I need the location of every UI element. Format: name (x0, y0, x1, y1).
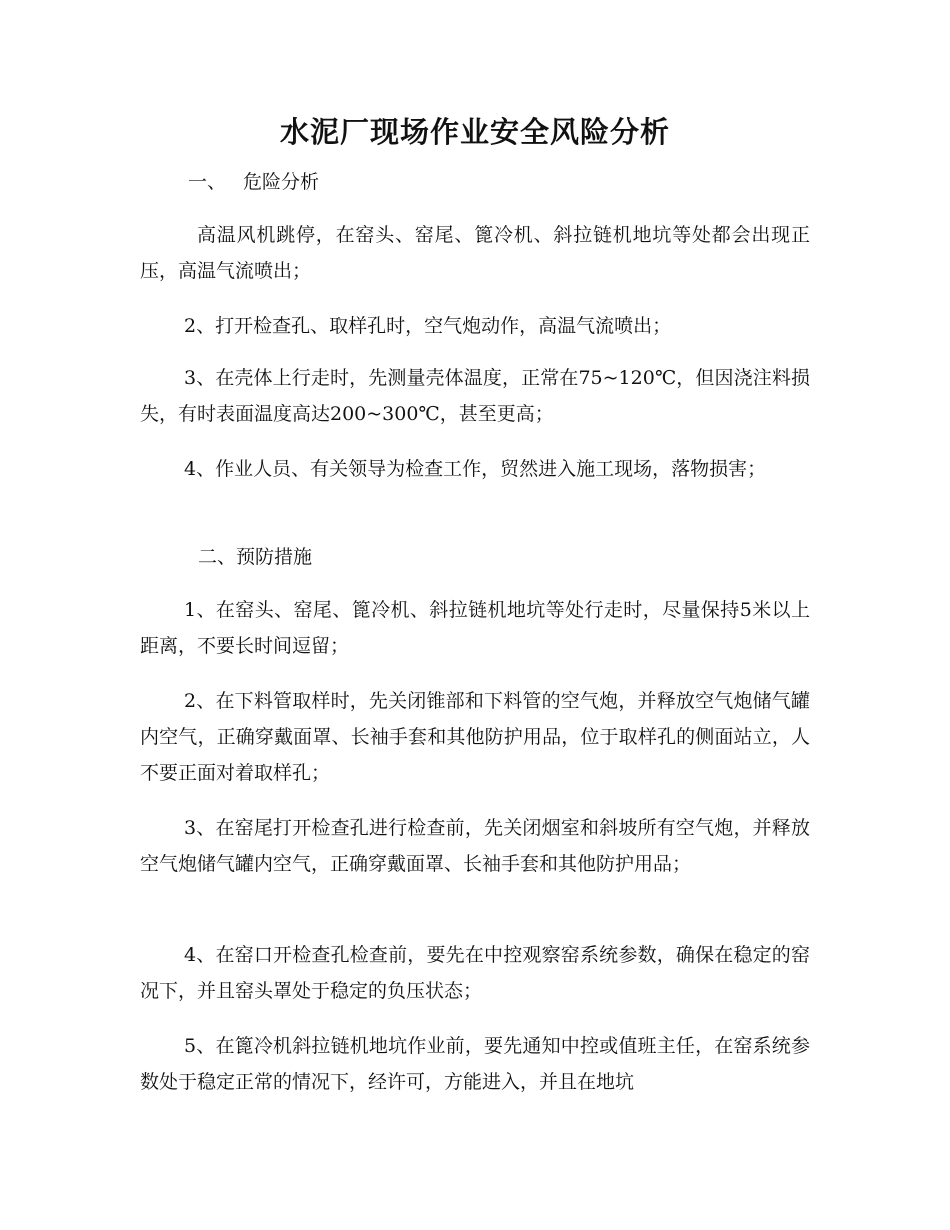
section1-heading-number: 一、 (188, 171, 227, 193)
section2-paragraph-2: 2、在下料管取样时，先关闭锥部和下料管的空气炮，并释放空气炮储气罐内空气，正确穿戴面罩、长袖手套和其他防护用品，位于取样孔的侧面站立，人不要正面对着取样孔； (140, 690, 810, 784)
section2-paragraph-4: 4、在窑口开检查孔检查前，要先在中控观察窑系统参数，确保在稳定的窑况下，并且窑头罩处于稳定的负压状态； (140, 944, 810, 1002)
section1-paragraph-1: 高温风机跳停，在窑头、窑尾、篦冷机、斜拉链机地坑等处都会出现正压，高温气流喷出； (140, 224, 810, 282)
section1-paragraph-3: 3、在壳体上行走时，先测量壳体温度，正常在75~120℃，但因浇注料损失，有时表面温度高达200~300℃，甚至更高； (140, 367, 810, 425)
section1-heading-text: 危险分析 (243, 171, 320, 193)
section2-paragraph-5: 5、在篦冷机斜拉链机地坑作业前，要先通知中控或值班主任，在窑系统参数处于稳定正常的情况下，经许可，方能进入，并且在地坑 (140, 1035, 810, 1093)
section2-paragraph-3: 3、在窑尾打开检查孔进行检查前，先关闭烟室和斜坡所有空气炮，并释放空气炮储气罐内空气，正确穿戴面罩、长袖手套和其他防护用品； (140, 817, 810, 875)
document-title: 水泥厂现场作业安全风险分析 (279, 115, 670, 149)
section2-heading: 二、预防措施 (198, 546, 313, 568)
section1-paragraph-2: 2、打开检查孔、取样孔时，空气炮动作，高温气流喷出； (184, 315, 672, 337)
section1-paragraph-4: 4、作业人员、有关领导为检查工作，贸然进入施工现场，落物损害； (184, 458, 767, 480)
section2-paragraph-1: 1、在窑头、窑尾、篦冷机、斜拉链机地坑等处行走时，尽量保持5米以上距离，不要长时间逗留； (140, 599, 810, 657)
